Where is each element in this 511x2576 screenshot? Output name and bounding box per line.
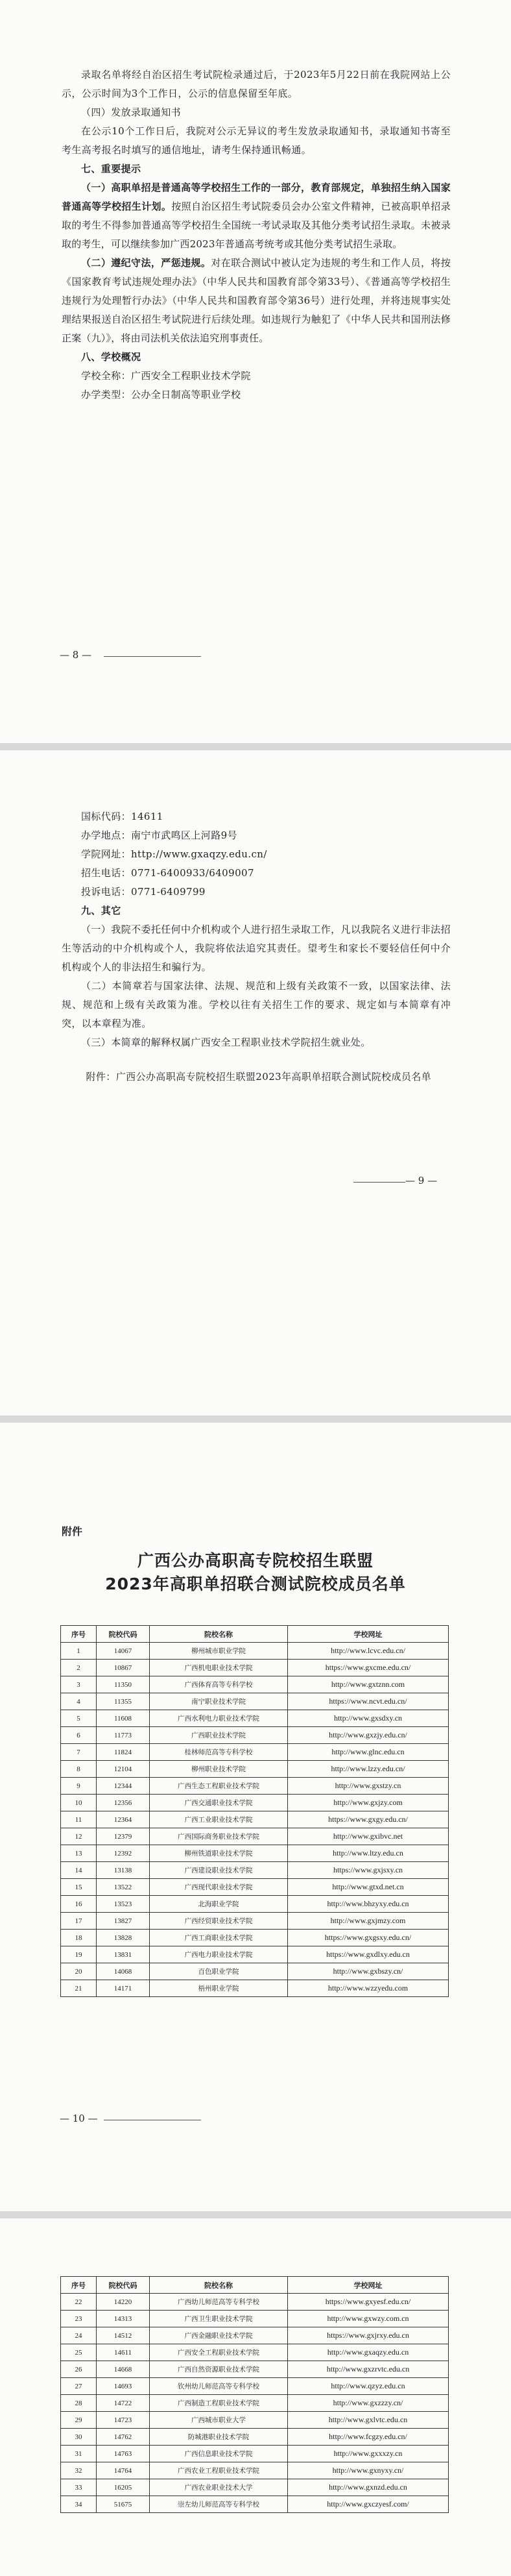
row-school-name: 防城港职业技术学院 — [150, 2429, 288, 2446]
page-9 — [0, 750, 511, 1416]
row-school-name: 广西机电职业技术学院 — [150, 1660, 288, 1676]
row-index: 10 — [61, 1795, 97, 1811]
page-number-9: — 9 — — [405, 1175, 438, 1186]
row-index: 5 — [61, 1710, 97, 1727]
table-row — [61, 1930, 449, 1946]
row-index: 18 — [61, 1930, 97, 1946]
row-index: 3 — [61, 1676, 97, 1693]
table-row — [61, 1778, 449, 1795]
row-index: 30 — [61, 2429, 97, 2446]
row-school-name: 广西信息职业技术学院 — [150, 2446, 288, 2462]
row-school-website: https://www.gxcme.edu.cn/ — [288, 1660, 449, 1676]
row-school-code: 51675 — [97, 2496, 150, 2513]
table-row — [61, 2344, 449, 2361]
table-row — [61, 1845, 449, 1862]
row-index: 23 — [61, 2311, 97, 2327]
table-header-row — [61, 2277, 449, 2294]
table-row — [61, 2378, 449, 2395]
row-school-code: 14764 — [97, 2462, 150, 2479]
row-school-name: 广西金融职业技术学院 — [150, 2327, 288, 2344]
row-school-code: 13523 — [97, 1896, 150, 1913]
row-index: 33 — [61, 2479, 97, 2496]
row-school-website: http://www.ltzy.edu.cn — [288, 1845, 449, 1862]
row-school-name: 广西自然资源职业技术学院 — [150, 2361, 288, 2378]
table-row — [61, 1946, 449, 1963]
page-number-10: — 10 — — [60, 2113, 98, 2124]
page-rule-8 — [104, 656, 201, 657]
section-heading-8: 八、学校概况 — [81, 351, 141, 363]
row-school-name: 北海职业学院 — [150, 1896, 288, 1913]
table-row — [61, 2311, 449, 2327]
row-school-website: http://www.gxczyesf.com/ — [288, 2496, 449, 2513]
other-3-paragraph: （三）本简章的解释权属广西安全工程职业技术学院招生就业处。 — [81, 1037, 371, 1048]
school-address: 办学地点：南宁市武鸣区上河路9号 — [81, 829, 237, 841]
row-school-name: 南宁职业技术学院 — [150, 1693, 288, 1710]
row-school-code: 12356 — [97, 1795, 150, 1811]
table-row — [61, 1643, 449, 1660]
row-school-name: 广西体育高等专科学校 — [150, 1676, 288, 1693]
row-index: 32 — [61, 2462, 97, 2479]
row-school-code: 13831 — [97, 1946, 150, 1963]
row-school-code: 16205 — [97, 2479, 150, 2496]
header-name: 院校名称 — [150, 2277, 288, 2294]
row-school-website: http://www.gxzjy.edu.cn/ — [288, 1727, 449, 1744]
header-website: 学校网址 — [288, 1626, 449, 1643]
row-school-name: 百色职业学院 — [150, 1963, 288, 1980]
row-school-code: 11773 — [97, 1727, 150, 1744]
row-school-name: 广西卫生职业技术学院 — [150, 2311, 288, 2327]
row-index: 27 — [61, 2378, 97, 2395]
complaint-phone: 投诉电话：0771-6409799 — [81, 886, 206, 898]
table-row — [61, 1913, 449, 1930]
row-school-website: http://www.fcgzy.edu.cn/ — [288, 2429, 449, 2446]
row-school-code: 14763 — [97, 2446, 150, 2462]
school-code: 国标代码：14611 — [81, 811, 163, 822]
row-school-name: 广西工业职业技术学院 — [150, 1811, 288, 1828]
section-heading-7: 七、重要提示 — [81, 163, 141, 175]
table-row — [61, 1795, 449, 1811]
row-school-website: http://www.bhzyxy.edu.cn — [288, 1896, 449, 1913]
school-website: 学院网址：http://www.gxaqzy.edu.cn/ — [81, 848, 267, 860]
row-index: 24 — [61, 2327, 97, 2344]
table-row — [61, 2395, 449, 2412]
row-index: 8 — [61, 1761, 97, 1778]
row-school-website: http://www.gxjmzy.com — [288, 1913, 449, 1930]
row-school-name: 钦州幼儿师范高等专科学校 — [150, 2378, 288, 2395]
row-school-name: 广西水利电力职业技术学院 — [150, 1710, 288, 1727]
row-school-name: 广西农业职业技术大学 — [150, 2479, 288, 2496]
row-school-code: 14722 — [97, 2395, 150, 2412]
table-row — [61, 1710, 449, 1727]
row-school-website: http://www.gxbszy.cn/ — [288, 1963, 449, 1980]
row-school-name: 广西电力职业技术学院 — [150, 1946, 288, 1963]
school-type: 办学类型：公办全日制高等职业学校 — [81, 389, 241, 400]
row-index: 7 — [61, 1744, 97, 1761]
table-row — [61, 1963, 449, 1980]
row-school-website: http://www.gxzrvtc.edu.cn — [288, 2361, 449, 2378]
table-row — [61, 1693, 449, 1710]
table-row — [61, 2496, 449, 2513]
row-school-website: http://www.gxnzd.edu.cn — [288, 2479, 449, 2496]
row-school-website: http://www.wzzyedu.com — [288, 1980, 449, 1997]
row-school-website: http://www.gxwzy.com.cn — [288, 2311, 449, 2327]
row-school-code: 13522 — [97, 1879, 150, 1896]
section-heading-9: 九、其它 — [81, 905, 121, 916]
row-school-name: 广西农业工程职业技术学院 — [150, 2462, 288, 2479]
list-title-line-2: 2023年高职单招联合测试院校成员名单 — [105, 1575, 406, 1593]
row-school-code: 14723 — [97, 2412, 150, 2429]
table-row — [61, 2327, 449, 2344]
table-row — [61, 1744, 449, 1761]
row-index: 34 — [61, 2496, 97, 2513]
page-8 — [0, 0, 511, 743]
row-school-name: 柳州职业技术学院 — [150, 1761, 288, 1778]
row-school-name: 广西城市职业大学 — [150, 2412, 288, 2429]
page-11 — [0, 2218, 511, 2576]
page-10 — [0, 1423, 511, 2211]
table-row — [61, 2479, 449, 2496]
row-school-website: https://www.gxgy.edu.cn/ — [288, 1811, 449, 1828]
row-school-website: http://www.gxsdxy.cn — [288, 1710, 449, 1727]
header-index: 序号 — [61, 2277, 97, 2294]
header-index: 序号 — [61, 1626, 97, 1643]
table-row — [61, 1879, 449, 1896]
row-school-website: https://www.ncvt.edu.cn/ — [288, 1693, 449, 1710]
row-school-website: http://www.gxstzy.cn — [288, 1778, 449, 1795]
row-school-code: 14171 — [97, 1980, 150, 1997]
table-row — [61, 2446, 449, 2462]
row-school-website: http://www.qzyz.edu.cn — [288, 2378, 449, 2395]
row-school-name: 广西国际商务职业技术学院 — [150, 1828, 288, 1845]
tip-2-lead: （二）遵纪守法，严惩违规。 — [81, 257, 211, 269]
row-school-code: 14693 — [97, 2378, 150, 2395]
row-index: 15 — [61, 1879, 97, 1896]
row-school-website: https://www.gxyesf.edu.cn/ — [288, 2294, 449, 2311]
row-index: 17 — [61, 1913, 97, 1930]
row-index: 21 — [61, 1980, 97, 1997]
row-index: 1 — [61, 1643, 97, 1660]
row-school-name: 广西生态工程职业技术学院 — [150, 1778, 288, 1795]
header-code: 院校代码 — [97, 1626, 150, 1643]
row-index: 12 — [61, 1828, 97, 1845]
table-row — [61, 1980, 449, 1997]
table-row — [61, 1828, 449, 1845]
row-school-code: 14668 — [97, 2361, 150, 2378]
header-website: 学校网址 — [288, 2277, 449, 2294]
row-school-website: https://www.gxdlxy.edu.cn — [288, 1946, 449, 1963]
member-table-part-1 — [60, 1625, 449, 1997]
row-school-code: 14512 — [97, 2327, 150, 2344]
tip-1-lead: （一）高职单招是普通高等学校招生工作的一部分，教育部规定，单独招生纳入国家普通高等学校招生计划。 — [62, 182, 451, 212]
header-name: 院校名称 — [150, 1626, 288, 1643]
table-row — [61, 1811, 449, 1828]
row-school-name: 广西职业技术学院 — [150, 1727, 288, 1744]
row-school-code: 14220 — [97, 2294, 150, 2311]
row-index: 16 — [61, 1896, 97, 1913]
notice-paragraph: 在公示10个工作日后，我院对公示无异议的考生发放录取通知书，录取通知书寄至考生高考报名时填写的通信地址，请考生保持通讯畅通。 — [62, 125, 451, 156]
row-school-website: http://www.gxtznn.com — [288, 1676, 449, 1693]
row-school-code: 14067 — [97, 1643, 150, 1660]
admission-phone: 招生电话：0771-6400933/6409007 — [81, 867, 254, 879]
row-index: 20 — [61, 1963, 97, 1980]
row-index: 29 — [61, 2412, 97, 2429]
section-heading-4: （四）发放录取通知书 — [81, 106, 182, 118]
row-school-code: 11824 — [97, 1744, 150, 1761]
row-school-code: 11355 — [97, 1693, 150, 1710]
row-index: 2 — [61, 1660, 97, 1676]
row-index: 13 — [61, 1845, 97, 1862]
row-school-name: 广西现代职业技术学院 — [150, 1879, 288, 1896]
row-index: 4 — [61, 1693, 97, 1710]
other-2-paragraph: （二）本简章若与国家法律、法规、规范和上级有关政策不一致，以国家法律、法规、规范和上级有关政策为准。学校以往有关招生工作的要求、规定如与本简章有冲突，以本章程为准。 — [62, 980, 451, 1029]
row-school-code: 14313 — [97, 2311, 150, 2327]
row-index: 26 — [61, 2361, 97, 2378]
table-row — [61, 2361, 449, 2378]
table-row — [61, 1727, 449, 1744]
row-school-code: 14762 — [97, 2429, 150, 2446]
tip-1-text: 按照自治区招生考试院委员会办公室文件精神，已被高职单招录取的考生不得参加普通高等学校招生全国统一考试录取及其他分类考试招生录取。未被录取的考生，可以继续参加广西2023年普通高考统考或其他分类考试招生录取。 — [62, 201, 451, 250]
row-school-name: 广西交通职业技术学院 — [150, 1795, 288, 1811]
table-row — [61, 1660, 449, 1676]
row-school-name: 崇左幼儿师范高等专科学校 — [150, 2496, 288, 2513]
row-school-website: http://www.gtxd.net.cn — [288, 1879, 449, 1896]
row-school-website: http://www.gxzzzy.cn/ — [288, 2395, 449, 2412]
row-school-code: 10867 — [97, 1660, 150, 1676]
row-index: 19 — [61, 1946, 97, 1963]
table-row — [61, 2429, 449, 2446]
publicity-paragraph: 录取名单将经自治区招生考试院检录通过后，于2023年5月22日前在我院网站上公示，公示时间为3个工作日，公示的信息保留至年底。 — [62, 69, 451, 99]
row-school-code: 12364 — [97, 1811, 150, 1828]
list-title-line-1: 广西公办高职高专院校招生联盟 — [137, 1551, 374, 1570]
table-row — [61, 2294, 449, 2311]
row-school-website: http://www.gxaqzy.edu.cn — [288, 2344, 449, 2361]
row-school-website: http://www.gxjzy.com — [288, 1795, 449, 1811]
row-school-code: 12344 — [97, 1778, 150, 1795]
page-number-8: — 8 — — [60, 649, 92, 661]
page-rule-9 — [353, 1182, 405, 1183]
row-school-name: 广西幼儿师范高等专科学校 — [150, 2294, 288, 2311]
row-school-name: 广西制造工程职业技术学院 — [150, 2395, 288, 2412]
row-school-website: http://www.lzzy.edu.cn/ — [288, 1761, 449, 1778]
row-school-name: 柳州铁道职业技术学院 — [150, 1845, 288, 1862]
table-row — [61, 2462, 449, 2479]
row-index: 28 — [61, 2395, 97, 2412]
row-school-website: http://www.gxlvtc.edu.cn — [288, 2412, 449, 2429]
row-school-code: 11350 — [97, 1676, 150, 1693]
row-school-code: 13828 — [97, 1930, 150, 1946]
school-full-name: 学校全称：广西安全工程职业技术学院 — [81, 370, 251, 382]
row-school-website: http://www.gxnyxy.cn/ — [288, 2462, 449, 2479]
row-school-code: 14068 — [97, 1963, 150, 1980]
row-index: 25 — [61, 2344, 97, 2361]
row-index: 31 — [61, 2446, 97, 2462]
row-index: 11 — [61, 1811, 97, 1828]
row-school-website: http://www.gxibvc.net — [288, 1828, 449, 1845]
table-header-row — [61, 1626, 449, 1643]
other-1-paragraph: （一）我院不委托任何中介机构或个人进行招生录取工作，凡以我院名义进行非法招生等活动的中介机构或个人，我院将依法追究其责任。望考生和家长不要轻信任何中介机构或个人的非法招生和骗行为。 — [62, 924, 451, 973]
table-row — [61, 2412, 449, 2429]
page-9-body — [62, 807, 451, 1086]
row-school-code: 13138 — [97, 1862, 150, 1879]
tip-2-text: 对在联合测试中被认定为违规的考生和工作人员，将按《国家教育考试违规处理办法》（中华人民共和国教育部令第33号）、《普通高等学校招生违规行为处理暂行办法》（中华人民共和国教育部令第36号）进行处理，并将违规事实处理结果报送自治区招生考试院进行后续处理。如违规行为触犯了《中华人民共和国刑法修正案（九）》，将由司法机关依法追究刑事责任。 — [62, 257, 451, 344]
row-index: 9 — [61, 1778, 97, 1795]
row-school-name: 广西经贸职业技术学院 — [150, 1913, 288, 1930]
header-code: 院校代码 — [97, 2277, 150, 2294]
table-row — [61, 1896, 449, 1913]
tip-1-paragraph — [62, 178, 451, 254]
row-school-code: 12392 — [97, 1845, 150, 1862]
row-school-name: 广西工商职业技术学院 — [150, 1930, 288, 1946]
table-row — [61, 1862, 449, 1879]
tip-2-paragraph — [62, 254, 451, 348]
row-school-code: 12104 — [97, 1761, 150, 1778]
page-8-body — [62, 66, 451, 404]
member-table-part-2 — [60, 2276, 449, 2513]
row-school-website: https://www.gxjrxy.edu.cn — [288, 2327, 449, 2344]
row-school-code: 12379 — [97, 1828, 150, 1845]
table-row — [61, 1761, 449, 1778]
row-school-website: http://www.glnc.edu.cn — [288, 1744, 449, 1761]
row-school-website: https://www.gxgsxy.edu.cn/ — [288, 1930, 449, 1946]
row-index: 14 — [61, 1862, 97, 1879]
row-school-website: https://www.gxjsxy.cn — [288, 1862, 449, 1879]
row-school-name: 梧州职业学院 — [150, 1980, 288, 1997]
row-school-name: 广西建设职业技术学院 — [150, 1862, 288, 1879]
table-row — [61, 1676, 449, 1693]
row-school-code: 14611 — [97, 2344, 150, 2361]
row-school-name: 桂林师范高等专科学校 — [150, 1744, 288, 1761]
row-school-name: 柳州城市职业学院 — [150, 1643, 288, 1660]
row-school-code: 11608 — [97, 1710, 150, 1727]
row-school-website: http://www.lcvc.edu.cn/ — [288, 1643, 449, 1660]
row-index: 6 — [61, 1727, 97, 1744]
attachment-note: 附件：广西公办高职高专院校招生联盟2023年高职单招联合测试院校成员名单 — [86, 1071, 432, 1083]
row-school-code: 13827 — [97, 1913, 150, 1930]
row-school-website: http://www.gxxxzy.cn — [288, 2446, 449, 2462]
row-index: 22 — [61, 2294, 97, 2311]
row-school-name: 广西安全工程职业技术学院 — [150, 2344, 288, 2361]
attachment-label: 附件 — [62, 1525, 83, 1538]
